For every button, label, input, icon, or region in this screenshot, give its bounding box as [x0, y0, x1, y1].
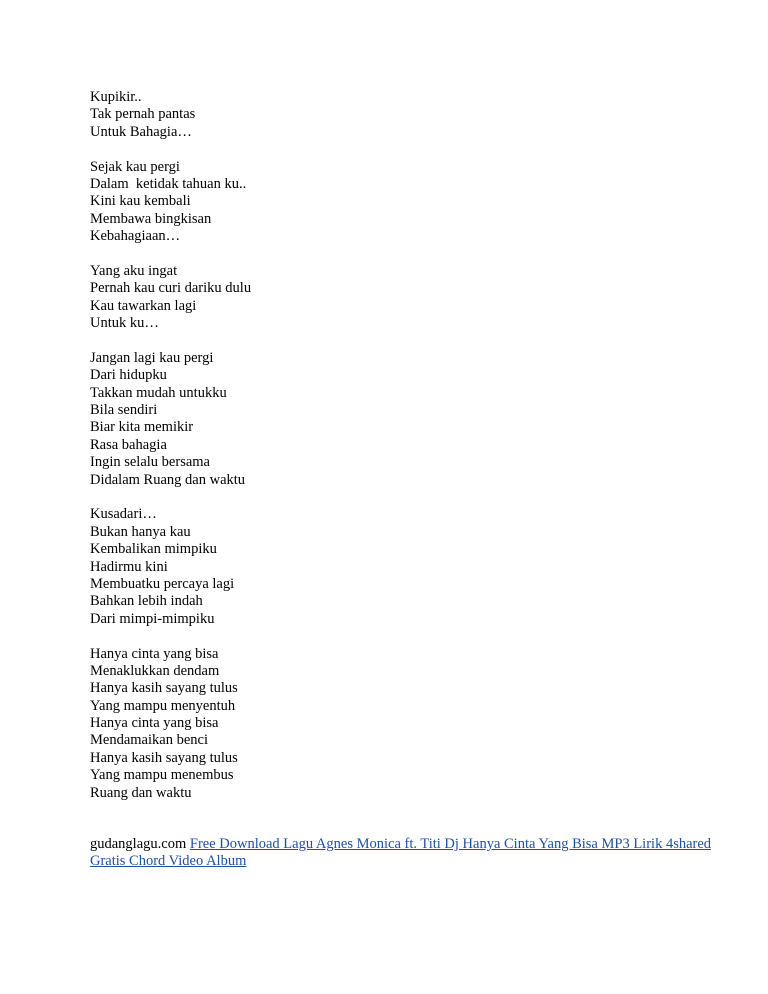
lyrics-line: Hanya cinta yang bisa [90, 645, 219, 662]
lyrics-line: Kusadari… [90, 506, 157, 523]
download-link[interactable]: Free Download Lagu Agnes Monica ft. Titi Dj Hanya Cinta Yang Bisa MP3 Lirik 4shared Gratis Chord Video Album [90, 836, 712, 870]
lyrics-line: Tak pernah pantas [90, 106, 196, 123]
lyrics-line: Kembalikan mimpiku [90, 541, 217, 558]
lyrics-line: Dari mimpi-mimpiku [90, 610, 215, 627]
lyrics-line: Rasa bahagia [90, 436, 167, 453]
lyrics-line: Membuatku percaya lagi [90, 575, 235, 592]
lyrics-line: Bukan hanya kau [90, 523, 191, 540]
source-footer [90, 836, 730, 871]
lyrics-line: Hadirmu kini [90, 558, 168, 575]
lyrics-line: Yang aku ingat [90, 262, 178, 279]
lyrics-stanza [90, 646, 730, 803]
lyrics-line: Dalam ketidak tahuan ku.. [90, 175, 247, 192]
lyrics-line: Hanya cinta yang bisa [90, 715, 219, 732]
lyrics-line: Yang mampu menembus [90, 767, 234, 784]
lyrics-stanza [90, 159, 730, 246]
lyrics-line: Untuk ku… [90, 315, 159, 332]
lyrics-line: Bahkan lebih indah [90, 593, 203, 610]
lyrics-stanza [90, 89, 730, 141]
lyrics-line: Didalam Ruang dan waktu [90, 471, 246, 488]
lyrics-line: Jangan lagi kau pergi [90, 349, 214, 366]
lyrics-body [90, 89, 730, 802]
lyrics-line: Kau tawarkan lagi [90, 297, 197, 314]
lyrics-line: Dari hidupku [90, 367, 167, 384]
lyrics-line: Takkan mudah untukku [90, 384, 227, 401]
lyrics-line: Kupikir.. [90, 89, 142, 105]
lyrics-line: Menaklukkan dendam [90, 662, 220, 679]
source-site-text: gudanglagu.com [90, 836, 187, 853]
lyrics-line: Biar kita memikir [90, 419, 194, 436]
lyrics-line: Hanya kasih sayang tulus [90, 749, 238, 766]
lyrics-stanza [90, 506, 730, 628]
document-page [90, 89, 730, 871]
lyrics-line: Pernah kau curi dariku dulu [90, 280, 252, 297]
lyrics-line: Membawa bingkisan [90, 210, 212, 227]
lyrics-line: Bila sendiri [90, 402, 158, 419]
lyrics-line: Mendamaikan benci [90, 732, 208, 749]
lyrics-line: Kebahagiaan… [90, 228, 181, 245]
lyrics-line: Ruang dan waktu [90, 784, 192, 801]
lyrics-line: Ingin selalu bersama [90, 454, 210, 471]
lyrics-line: Kini kau kembali [90, 193, 191, 210]
lyrics-line: Sejak kau pergi [90, 158, 180, 175]
lyrics-line: Yang mampu menyentuh [90, 697, 236, 714]
lyrics-stanza [90, 350, 730, 489]
lyrics-line: Hanya kasih sayang tulus [90, 680, 238, 697]
lyrics-stanza [90, 263, 730, 333]
lyrics-line: Untuk Bahagia… [90, 123, 192, 140]
